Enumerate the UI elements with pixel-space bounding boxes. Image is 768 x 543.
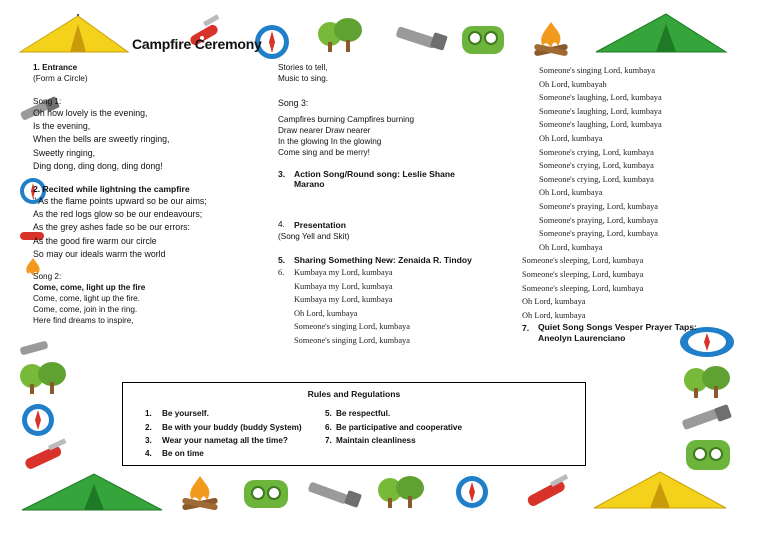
- song3-label: Song 3:: [278, 98, 309, 108]
- rule-number: 7.: [325, 436, 332, 445]
- kumbaya-line: Someone's sleeping, Lord, kumbaya: [522, 283, 644, 293]
- item-4-title: Presentation: [294, 220, 347, 230]
- item-3: [278, 168, 472, 189]
- program-column-right: [522, 64, 697, 344]
- rule-item: [325, 423, 462, 432]
- song2-continued-line: Music to sing.: [278, 74, 329, 83]
- kumbaya-line: Someone's crying, Lord, kumbaya: [539, 147, 654, 157]
- pocket-knife-icon: [520, 476, 574, 510]
- item-7: [522, 322, 697, 344]
- compass-icon: [452, 474, 492, 510]
- kumbaya-line: Someone's crying, Lord, kumbaya: [539, 174, 654, 184]
- item-4-number: 4.: [278, 220, 285, 229]
- rule-item: [325, 409, 390, 418]
- kumbaya-line: Someone's praying, Lord, kumbaya: [539, 229, 658, 239]
- rule-item: [145, 436, 288, 445]
- song1-line: Ding dong, ding dong, ding dong!: [33, 160, 163, 171]
- kumbaya-line: Oh Lord, kumbaya: [539, 133, 603, 143]
- song3-line: Draw nearer Draw nearer: [278, 126, 371, 135]
- trees-icon: [682, 364, 734, 400]
- flashlight-icon: [392, 24, 450, 52]
- item-5-number: 5.: [278, 255, 286, 265]
- item-5-title: Sharing Something New: Zenaida R. Tindoy: [294, 255, 472, 265]
- song1-line: Is the evening,: [33, 121, 91, 132]
- kumbaya-line: Oh Lord, kumbaya: [539, 242, 603, 252]
- song2-line: Come, come, light up the fire: [33, 283, 146, 293]
- entrance-subtitle: (Form a Circle): [33, 74, 88, 83]
- rule-number: 1.: [145, 409, 152, 418]
- kumbaya-line: Oh Lord, kumbaya: [294, 308, 358, 318]
- program-column-middle: [278, 62, 472, 348]
- recited-line: As the grey ashes fade so be our errors:: [33, 222, 190, 233]
- song2-label: Song 2:: [33, 272, 62, 282]
- song1-line: Sweetly ringing,: [33, 147, 96, 158]
- item-7-number: 7.: [522, 323, 530, 334]
- song3-line: In the glowing In the glowing: [278, 137, 382, 146]
- recited-line: So may our ideals warm the world: [33, 248, 166, 259]
- recited-line: As the red logs glow so be our endeavours;: [33, 209, 203, 220]
- song1-label: Song 1:: [33, 97, 62, 106]
- tent-icon: [20, 14, 130, 54]
- kumbaya-line: Kumbaya my Lord, kumbaya: [294, 268, 393, 277]
- kumbaya-line: Someone's singing Lord, kumbaya: [294, 322, 410, 332]
- kumbaya-line: Someone's sleeping, Lord, kumbaya: [522, 256, 644, 266]
- trees-icon: [316, 18, 364, 54]
- page-title: Campfire Ceremony: [132, 36, 262, 52]
- song2-line: Come, come, light up the fire.: [33, 294, 140, 304]
- rule-item: [145, 449, 204, 458]
- flashlight-icon: [306, 480, 366, 508]
- song3-line: Come sing and be merry!: [278, 148, 370, 157]
- rules-title: Rules and Regulations: [307, 389, 401, 399]
- item-3-number: 3.: [278, 169, 286, 179]
- rule-number: 6.: [325, 423, 332, 432]
- rule-text: Be yourself.: [162, 409, 209, 418]
- program-column-left: [33, 62, 207, 326]
- song1-line: Oh how lovely is the evening,: [33, 108, 148, 118]
- pocket-knife-icon: [18, 440, 70, 474]
- kumbaya-line: Someone's singing Lord, kumbaya: [539, 66, 655, 75]
- rule-item: [325, 436, 416, 445]
- tent-icon: [22, 472, 164, 512]
- kumbaya-line: Someone's crying, Lord, kumbaya: [539, 161, 654, 171]
- campfire-icon: [528, 20, 574, 56]
- backpack-icon: [458, 20, 508, 56]
- rule-text: Wear your nametag all the time?: [162, 436, 288, 445]
- kumbaya-line: Oh Lord, kumbaya: [539, 188, 603, 198]
- backpack-icon: [682, 436, 734, 472]
- item-3-title: Action Song/Round song: Leslie Shane: [294, 169, 455, 179]
- kumbaya-line: Someone's singing Lord, kumbaya: [294, 335, 410, 345]
- song2-line: Come, come, join in the ring.: [33, 305, 138, 315]
- song3-line: Campfires burning Campfires burning: [278, 115, 415, 124]
- trees-icon: [18, 360, 70, 396]
- kumbaya-line: Someone's laughing, Lord, kumbaya: [539, 106, 662, 116]
- compass-icon: [18, 402, 58, 438]
- backpack-icon: [240, 476, 292, 510]
- rule-text: Maintain cleanliness: [336, 436, 416, 445]
- item-4-subtitle: (Song Yell and Skit): [278, 232, 350, 241]
- song2-continued-line: Stories to tell,: [278, 63, 328, 72]
- trees-icon: [376, 474, 428, 510]
- kumbaya-line: Kumbaya my Lord, kumbaya: [294, 295, 393, 305]
- rule-number: 2.: [145, 423, 152, 432]
- kumbaya-line: Oh Lord, kumbayah: [539, 79, 607, 89]
- rule-number: 5.: [325, 409, 332, 418]
- kumbaya-line: Kumbaya my Lord, kumbaya: [294, 281, 393, 291]
- item-5: [278, 254, 472, 266]
- song2-line: Here find dreams to inspire,: [33, 316, 134, 326]
- rule-text: Be on time: [162, 449, 204, 458]
- rule-text: Be participative and cooperative: [336, 423, 463, 432]
- kumbaya-line: Oh Lord, kumbaya: [522, 310, 586, 320]
- item-4: [278, 219, 472, 231]
- rule-item: [145, 409, 209, 418]
- item-6-number: 6.: [278, 268, 285, 277]
- rule-text: Be respectful.: [336, 409, 391, 418]
- kumbaya-line: Someone's laughing, Lord, kumbaya: [539, 120, 662, 130]
- rule-number: 4.: [145, 449, 152, 458]
- rules-box: [122, 382, 586, 466]
- kumbaya-line: Someone's sleeping, Lord, kumbaya: [522, 269, 644, 279]
- item-3-title: Marano: [294, 179, 325, 189]
- entrance-heading: 1. Entrance: [33, 63, 78, 72]
- campfire-icon: [176, 474, 224, 510]
- flashlight-icon: [680, 404, 736, 432]
- flashlight-icon: [18, 338, 58, 358]
- item-6: [278, 266, 472, 348]
- item-7-title: Aneolyn Laurenciano: [538, 333, 626, 344]
- rule-text: Be with your buddy (buddy System): [162, 423, 302, 432]
- tent-icon: [596, 12, 728, 54]
- kumbaya-line: Someone's praying, Lord, kumbaya: [539, 201, 658, 211]
- recited-line: As the good fire warm our circle: [33, 235, 157, 246]
- tent-icon: [594, 470, 728, 510]
- item-7-title: Quiet Song Songs Vesper Prayer Taps:: [538, 322, 697, 333]
- rule-item: [145, 423, 302, 432]
- song1-line: When the bells are sweetly ringing,: [33, 134, 170, 145]
- kumbaya-line: Someone's praying, Lord, kumbaya: [539, 215, 658, 225]
- recited-heading: 2. Recited while lightning the campfire: [33, 184, 190, 195]
- recited-line: " As the flame points upward so be our aims;: [33, 196, 207, 207]
- rule-number: 3.: [145, 436, 152, 445]
- kumbaya-line: Oh Lord, kumbaya: [522, 297, 586, 307]
- kumbaya-line: Someone's laughing, Lord, kumbaya: [539, 93, 662, 103]
